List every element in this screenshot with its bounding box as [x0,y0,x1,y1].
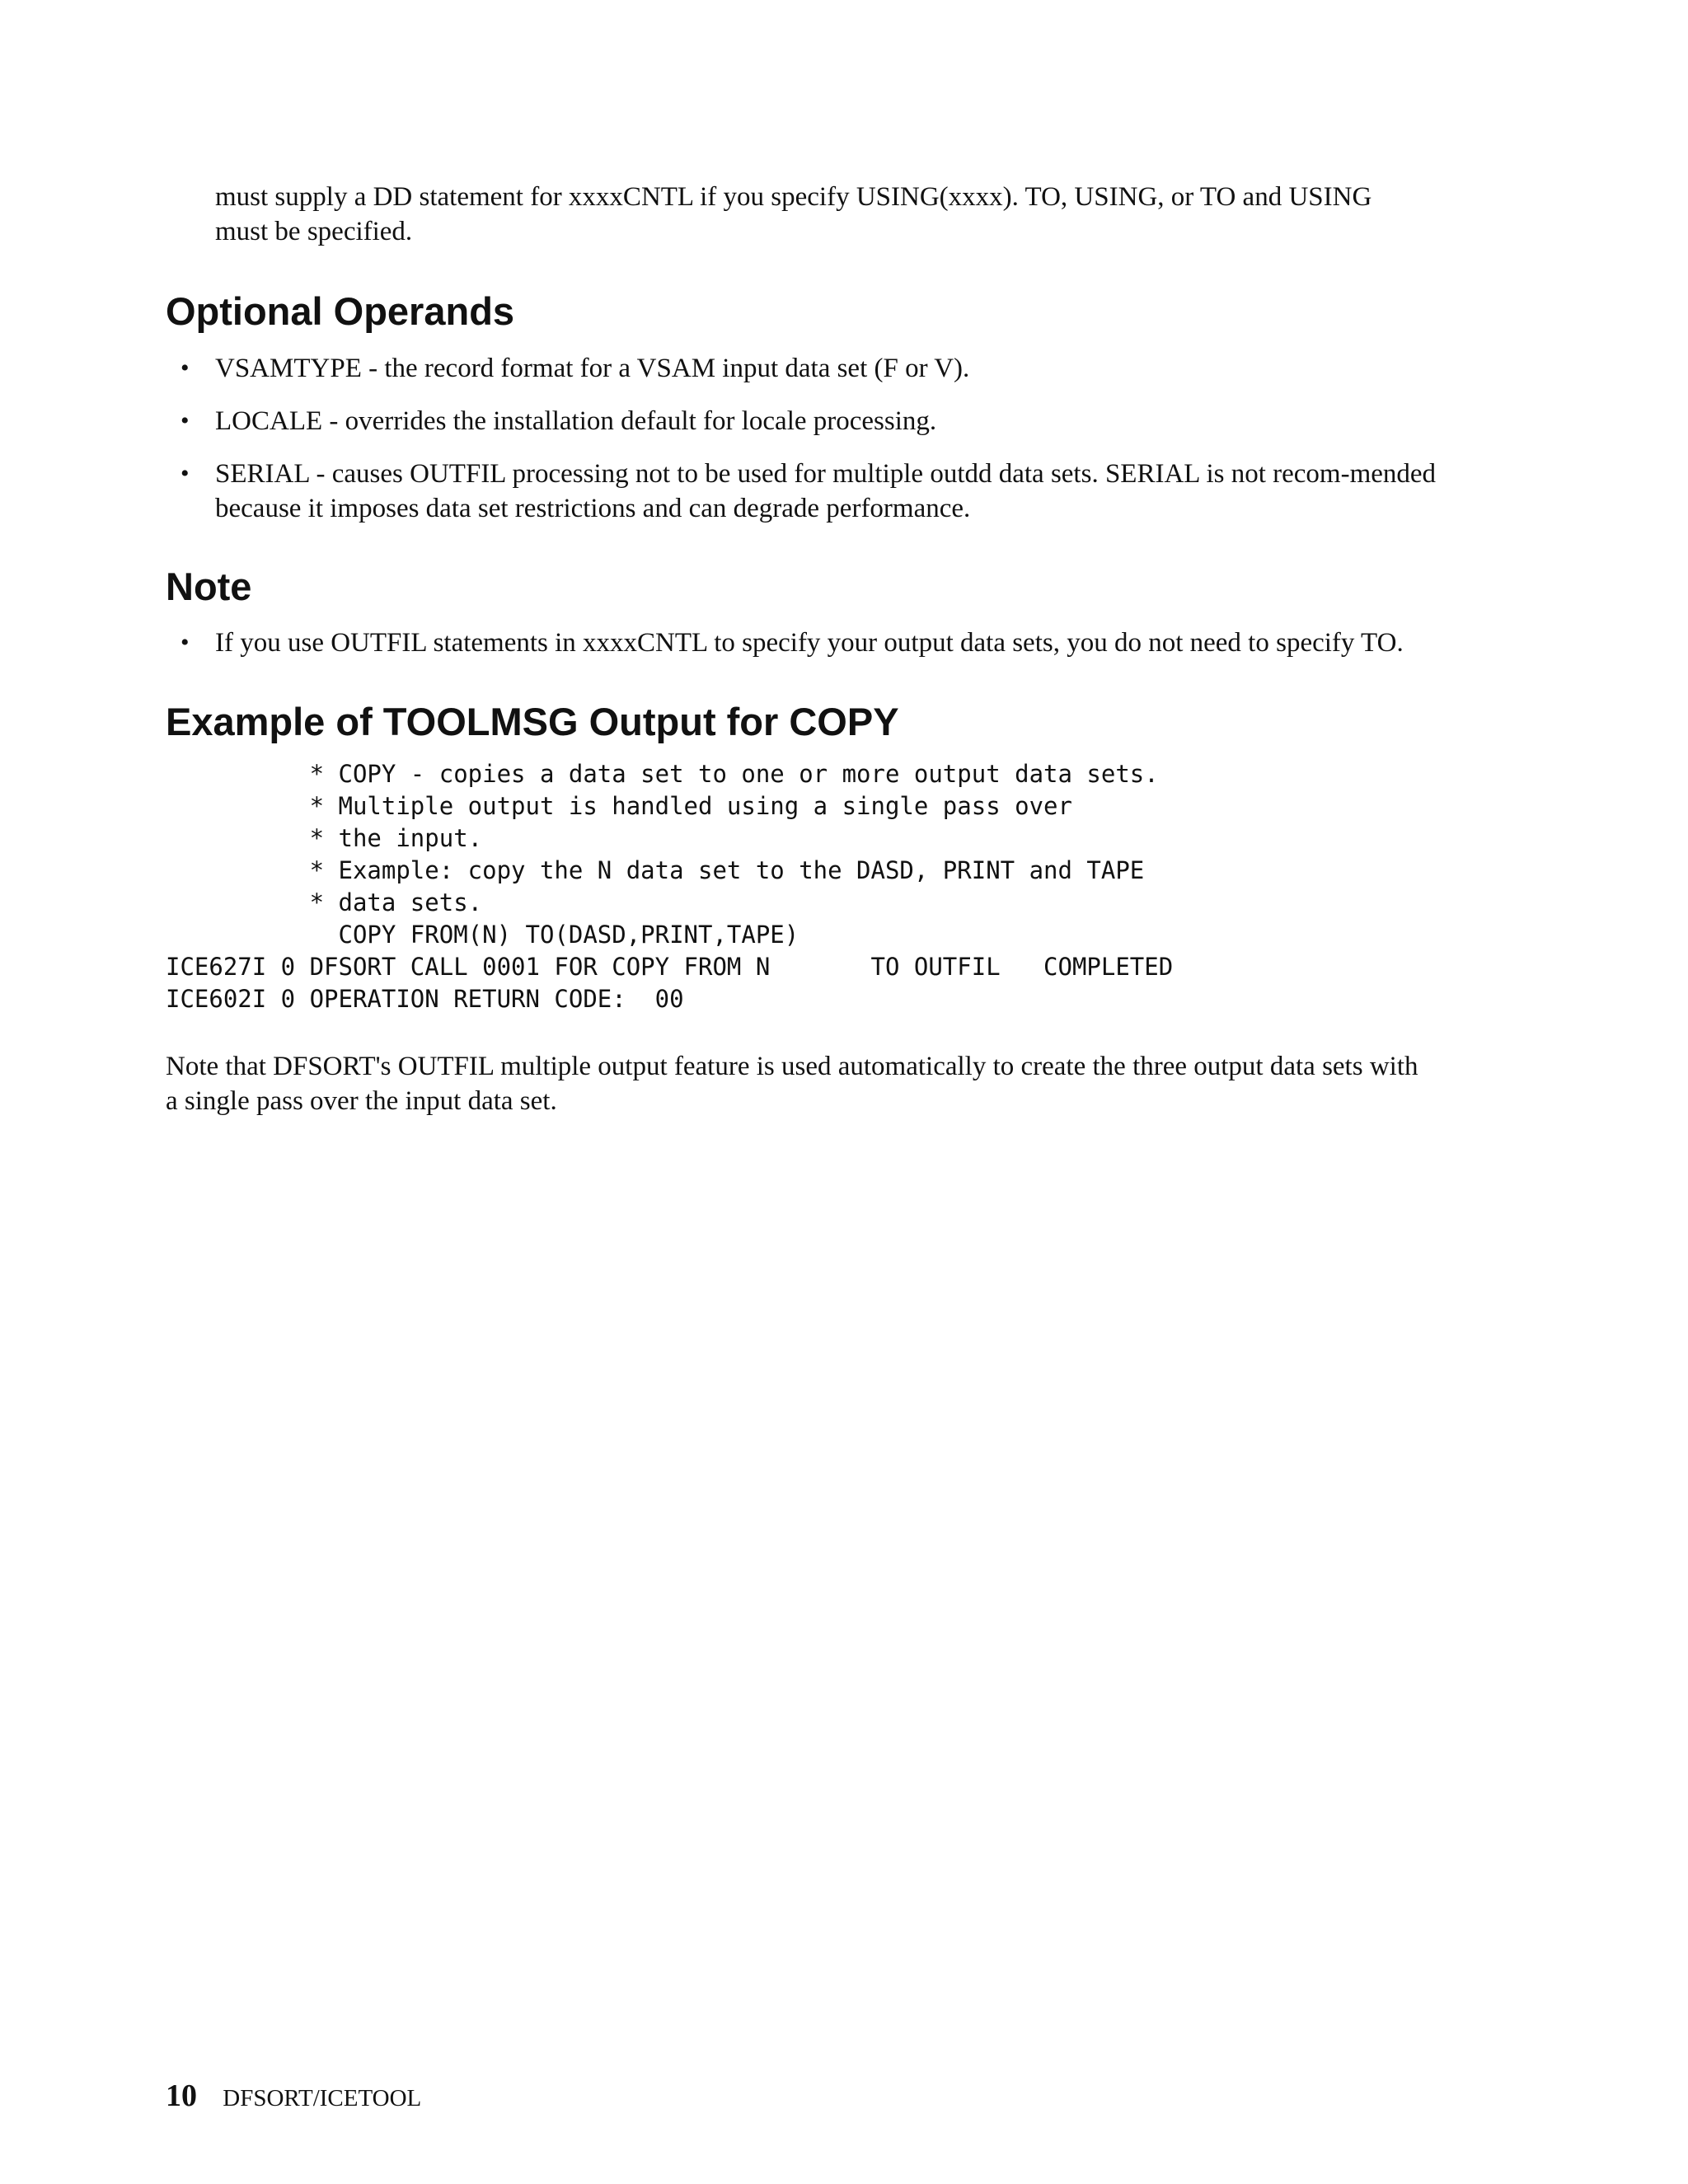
code-line: * data sets. [166,888,483,916]
page-number: 10 [166,2079,197,2113]
list-item-text: SERIAL - causes OUTFIL processing not to be used for multiple outdd data sets. SERIAL is not recom-mended because it imposes data set restrictions and can degrade performance. [215,459,1437,523]
bullet-icon: • [181,407,190,434]
closing-paragraph [166,1049,1501,1118]
intro-paragraph [215,180,1501,249]
intro-line-2: must be specified. [215,217,413,246]
bullet-icon: • [181,460,190,487]
list-item-text: LOCALE - overrides the installation default for locale processing. [215,406,937,436]
list-item [166,457,1501,526]
closing-line-1: Note that DFSORT's OUTFIL multiple output feature is used automatically to create the three output data sets with [166,1052,1418,1081]
list-item [166,351,1501,386]
list-item-text: If you use OUTFIL statements in xxxxCNTL to specify your output data sets, you do not need to specify TO. [215,628,1404,658]
bullet-icon: • [181,354,190,382]
code-line: ICE602I 0 OPERATION RETURN CODE: 00 [166,985,684,1013]
note-list [166,626,1501,678]
code-line: * the input. [166,824,483,852]
code-line: * Multiple output is handled using a single pass over [166,792,1072,820]
list-item-text: VSAMTYPE - the record format for a VSAM input data set (F or V). [215,354,970,383]
page-footer [166,2079,421,2116]
code-line: * Example: copy the N data set to the DASD, PRINT and TAPE [166,856,1145,884]
intro-line-1: must supply a DD statement for xxxxCNTL if you specify USING(xxxx). TO, USING, or TO and USING [215,182,1372,212]
closing-line-2: a single pass over the input data set. [166,1086,557,1116]
code-block [166,758,1173,1015]
note-heading: Note [166,565,252,608]
optional-operands-list [166,351,1501,544]
list-item [166,626,1501,660]
book-title: DFSORT/ICETOOL [223,2085,422,2111]
code-line: ICE627I 0 DFSORT CALL 0001 FOR COPY FROM N TO OUTFIL COMPLETED [166,953,1174,981]
example-heading: Example of TOOLMSG Output for COPY [166,700,899,743]
code-line: * COPY - copies a data set to one or more output data sets. [166,760,1159,788]
bullet-icon: • [181,629,190,656]
code-line: COPY FROM(N) TO(DASD,PRINT,TAPE) [166,921,799,949]
list-item [166,404,1501,438]
optional-operands-heading: Optional Operands [166,289,515,333]
